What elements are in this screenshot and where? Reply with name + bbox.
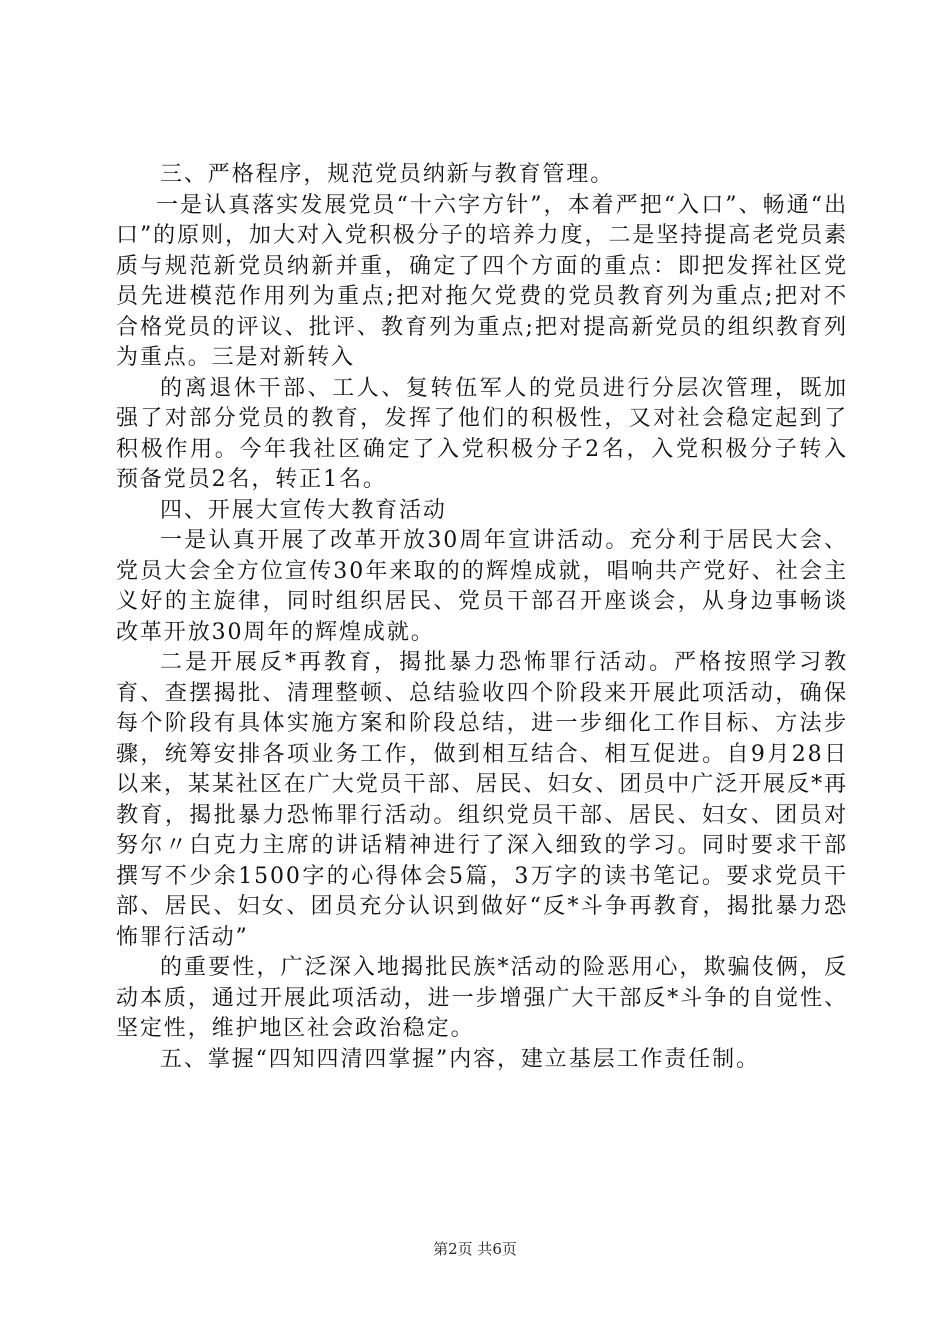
document-body — [116, 160, 848, 1075]
paragraph: 一是认真开展了改革开放30周年宣讲活动。充分利于居民大会、党员大会全方位宣传30年来取的的辉煌成就，唱响共产党好、社会主义好的主旋律，同时组织居民、党员干部召开座谈会，从身边事畅谈改革开放30周年的辉煌成就。 — [116, 528, 848, 645]
paragraph: 一是认真落实发展党员“十六字方针”，本着严把“入口”、畅通“出口”的原则，加大对入党积极分子的培养力度，二是坚持提高老党员素质与规范新党员纳新并重，确定了四个方面的重点：即把发挥社区党员先进模范作用列为重点;把对拖欠党费的党员教育列为重点;把对不合格党员的评议、批评、教育列为重点;把对提高新党员的组织教育列为重点。三是对新转入 — [116, 192, 848, 370]
section-heading-5: 五、掌握“四知四清四掌握”内容，建立基层工作责任制。 — [160, 1046, 760, 1072]
section-heading-4: 四、开展大宣传大教育活动 — [160, 497, 447, 523]
section-heading-3: 三、严格程序，规范党员纳新与教育管理。 — [160, 162, 615, 187]
paragraph: 二是开展反*再教育，揭批暴力恐怖罪行活动。严格按照学习教育、查摆揭批、清理整顿、总结验收四个阶段来开展此项活动，确保每个阶段有具体实施方案和阶段总结，进一步细化工作目标、方法步骤，统筹安排各项业务工作，做到相互结合、相互促进。自9月28日以来，某某社区在广大党员干部、居民、妇女、团员中广泛开展反*再教育，揭批暴力恐怖罪行活动。组织党员干部、居民、妇女、团员对努尔〃白克力主席的讲话精神进行了深入细致的学习。同时要求干部撰写不少余1500字的心得体会5篇，3万字的读书笔记。要求党员干部、居民、妇女、团员充分认识到做好“反*斗争再教育，揭批暴力恐怖罪行活动” — [116, 650, 848, 950]
paragraph: 的重要性，广泛深入地揭批民族*活动的险恶用心，欺骗伎俩，反动本质，通过开展此项活动，进一步增强广大干部反*斗争的自觉性、坚定性，维护地区社会政治稳定。 — [116, 955, 848, 1041]
paragraph: 的离退休干部、工人、复转伍军人的党员进行分层次管理，既加强了对部分党员的教育，发挥了他们的积极性，又对社会稳定起到了积极作用。今年我社区确定了入党积极分子2名，入党积极分子转入预备党员2名，转正1名。 — [116, 375, 848, 492]
page-footer: 第2页 共6页 — [433, 1240, 517, 1258]
